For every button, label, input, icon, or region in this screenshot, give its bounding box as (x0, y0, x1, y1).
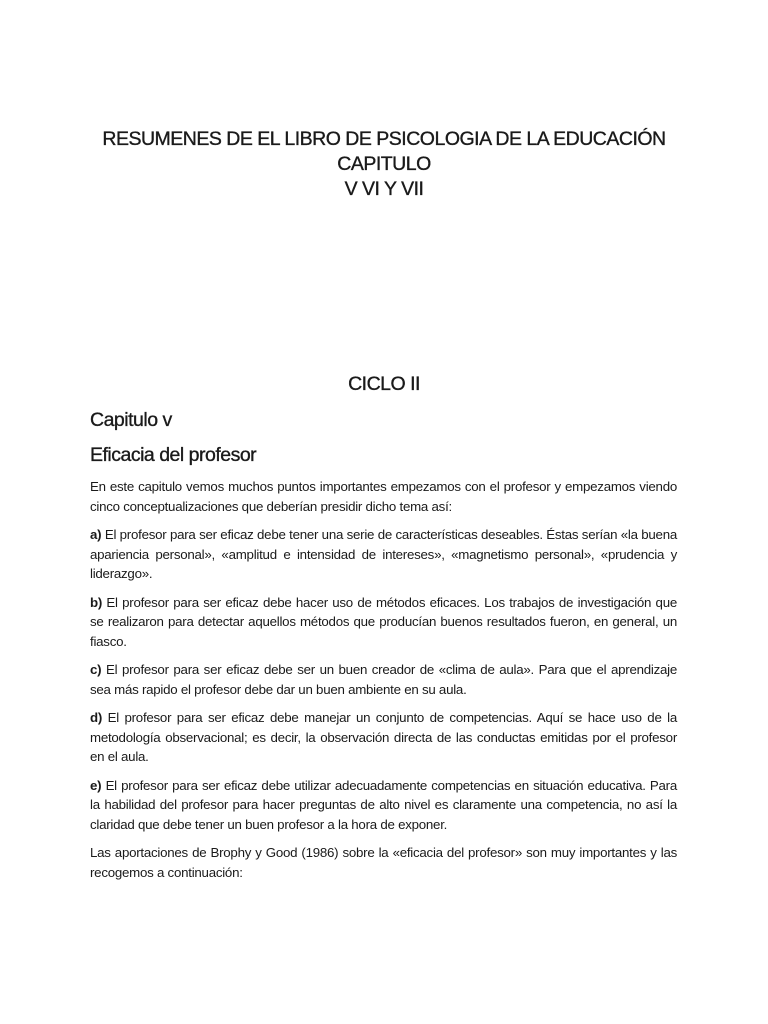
point-e-text: El profesor para ser eficaz debe utilizar adecuadamente competencias en situación educativa. Para la habilidad del profesor para hacer preguntas de alto nivel es claramente una competencia, no así la claridad que debe tener un buen profesor a la hora de exponer. (90, 777, 677, 832)
document-title (60, 127, 708, 202)
point-c-paragraph (90, 660, 677, 699)
intro-paragraph: En este capitulo vemos muchos puntos importantes empezamos con el profesor y empezamos viendo cinco conceptualizaciones que deberían presidir dicho tema así: (90, 479, 677, 514)
point-a-text: El profesor para ser eficaz debe tener una serie de características deseables. Éstas serían «la buena apariencia personal», «amplitud e intensidad de intereses», «magnetismo personal», «prudencia y liderazgo». (90, 527, 677, 581)
point-b-marker: b) (90, 594, 103, 610)
point-a-marker: a) (90, 527, 102, 542)
chapter-heading: Capitulo v (90, 409, 172, 431)
cycle-heading: CICLO II (348, 373, 420, 395)
body-text (90, 477, 677, 891)
point-a-paragraph (90, 525, 677, 584)
closing-paragraph: Las aportaciones de Brophy y Good (1986) sobre la «eficacia del profesor» son muy importantes y las recogemos a continuación: (90, 845, 677, 880)
point-d-marker: d) (90, 710, 103, 725)
point-c-marker: c) (90, 662, 102, 677)
document-title-line-1: RESUMENES DE EL LIBRO DE PSICOLOGIA DE LA EDUCACIÓN CAPITULO (102, 128, 666, 175)
point-e-marker: e) (90, 777, 102, 793)
point-e-paragraph (90, 776, 677, 835)
point-c-text: El profesor para ser eficaz debe ser un buen creador de «clima de aula». Para que el aprendizaje sea más rapido el profesor debe dar un buen ambiente en su aula. (90, 662, 677, 697)
point-b-paragraph (90, 593, 677, 652)
document-title-line-2: V VI Y VII (344, 178, 424, 200)
section-heading: Eficacia del profesor (90, 444, 257, 466)
point-b-text: El profesor para ser eficaz debe hacer uso de métodos eficaces. Los trabajos de investigación que se realizaron para detectar aquellos métodos que producían buenos resultados fueron, en general, un fiasco. (90, 594, 677, 649)
point-d-text: El profesor para ser eficaz debe manejar un conjunto de competencias. Aquí se hace uso de la metodología observacional; es decir, la observación directa de las conductas emitidas por el profesor en el aula. (90, 710, 677, 764)
point-d-paragraph (90, 708, 677, 767)
